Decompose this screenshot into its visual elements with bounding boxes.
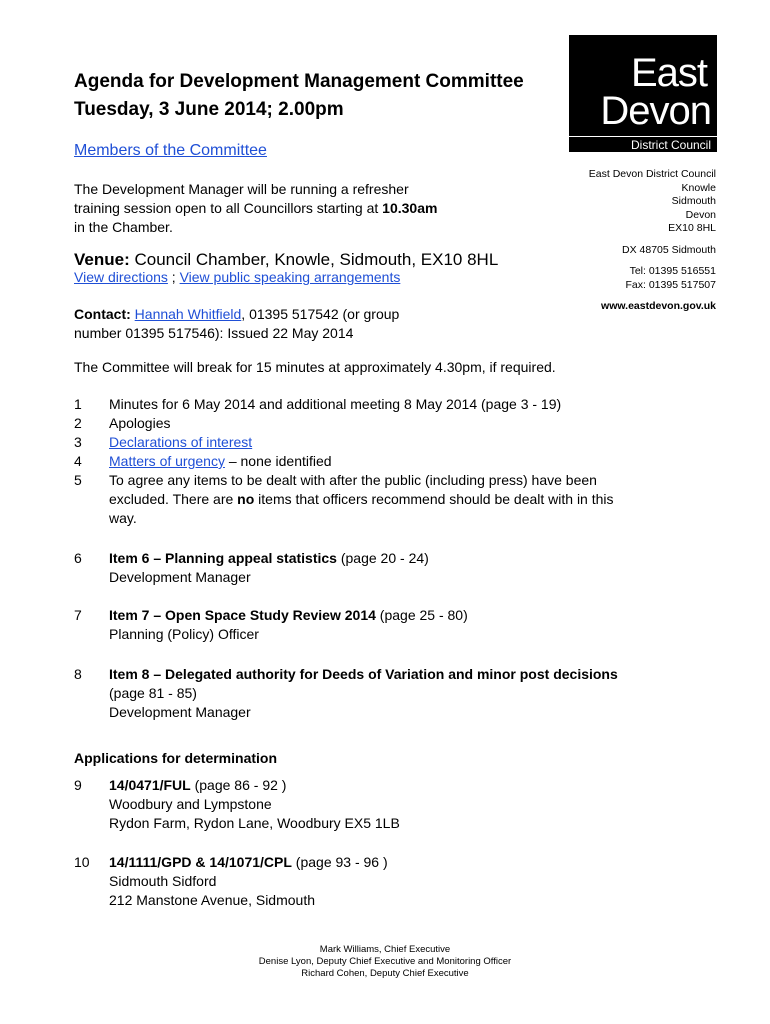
agenda-item-5 (74, 471, 694, 531)
link-separator: ; (167, 269, 180, 285)
address-line: Devon (685, 208, 716, 221)
contact-name-link[interactable]: Hannah Whitfield (134, 306, 242, 322)
contact-line-1 (74, 305, 514, 324)
footer-line-3: Richard Cohen, Deputy Chief Executive (301, 968, 469, 979)
address-line: Sidmouth (671, 195, 716, 207)
item-number: 7 (74, 607, 82, 623)
address-web: www.eastdevon.gov.uk (601, 300, 716, 312)
item-officer: Development Manager (109, 704, 251, 720)
members-link[interactable]: Members of the Committee (74, 142, 267, 159)
item-pages: (page 81 - 85) (109, 685, 197, 701)
item-number: 3 (74, 434, 82, 450)
intro-line-2 (74, 199, 514, 218)
intro-time: 10.30am (382, 200, 438, 216)
item-emphasis: no (237, 491, 255, 507)
application-address: Rydon Farm, Rydon Lane, Woodbury EX5 1LB (109, 815, 400, 831)
footer-line-2: Denise Lyon, Deputy Chief Executive and Monitoring Officer (258, 956, 512, 967)
item-pages: (page 86 - 92 ) (190, 777, 287, 793)
application-ward: Sidmouth Sidford (109, 873, 217, 889)
item-number: 9 (74, 777, 82, 793)
item-text: excluded. There are (109, 491, 238, 507)
item-text: Apologies (109, 415, 171, 431)
item-title: Item 8 – Delegated authority for Deeds of Variation and minor post decisions (109, 666, 618, 682)
venue (74, 250, 498, 270)
item-officer: Development Manager (109, 569, 251, 585)
item-number: 6 (74, 550, 82, 566)
logo-divider (569, 136, 717, 137)
logo-line-2: Devon (600, 89, 711, 133)
item-text-line: To agree any items to be dealt with after the public (including press) have been (109, 472, 597, 488)
intro-text: training session open to all Councillors starting at (74, 200, 383, 216)
break-note: The Committee will break for 15 minutes at approximately 4.30pm, if required. (74, 359, 556, 375)
contact-line-2: number 01395 517546): Issued 22 May 2014 (74, 325, 354, 341)
contact-label: Contact: (74, 306, 131, 322)
item-text-line: way. (109, 510, 137, 526)
venue-links (74, 268, 400, 287)
item-pages: (page 93 - 96 ) (291, 854, 388, 870)
item-text: Minutes for 6 May 2014 and additional meeting 8 May 2014 (page 3 - 19) (109, 396, 562, 412)
address-tel: Tel: 01395 516551 (629, 265, 716, 277)
address-line: EX10 8HL (668, 222, 716, 234)
public-speaking-link[interactable]: View public speaking arrangements (179, 269, 401, 285)
council-address (589, 168, 716, 314)
logo-line-3: District Council (630, 138, 711, 152)
intro-line-3: in the Chamber. (74, 219, 173, 235)
title-line-1: Agenda for Development Management Committee (74, 71, 524, 92)
item-number: 8 (74, 666, 82, 682)
item-text: items that officers recommend should be dealt with in this (254, 491, 614, 507)
item-number: 2 (74, 415, 82, 431)
address-fax: Fax: 01395 517507 (625, 278, 716, 291)
item-pages: (page 20 - 24) (336, 550, 429, 566)
item-title: Item 7 – Open Space Study Review 2014 (109, 607, 376, 623)
application-ward: Woodbury and Lympstone (109, 796, 272, 812)
east-devon-logo (569, 35, 717, 152)
item-number: 10 (74, 854, 90, 870)
matters-of-urgency-link[interactable]: Matters of urgency (109, 453, 225, 469)
page-title (74, 68, 524, 124)
item-text-line (109, 490, 694, 509)
venue-text: Council Chamber, Knowle, Sidmouth, EX10 8HL (129, 250, 499, 269)
intro-paragraph (74, 180, 514, 237)
application-ref: 14/0471/FUL (109, 777, 191, 793)
footer (0, 944, 770, 980)
address-line: East Devon District Council (588, 168, 716, 180)
contact (74, 305, 514, 343)
title-line-2: Tuesday, 3 June 2014; 2.00pm (74, 99, 344, 120)
applications-heading: Applications for determination (74, 750, 278, 766)
footer-line-1: Mark Williams, Chief Executive (319, 944, 451, 955)
item-number: 5 (74, 472, 82, 488)
logo-line-1: East (630, 51, 707, 95)
venue-label: Venue: (74, 250, 130, 269)
item-title: Item 6 – Planning appeal statistics (109, 550, 337, 566)
view-directions-link[interactable]: View directions (74, 269, 168, 285)
application-ref: 14/1111/GPD & 14/1071/CPL (109, 854, 292, 870)
address-line: Knowle (681, 181, 716, 194)
address-dx: DX 48705 Sidmouth (622, 243, 716, 256)
item-text: – none identified (224, 453, 332, 469)
contact-phone: , 01395 517542 (or group (241, 306, 400, 322)
declarations-of-interest-link[interactable]: Declarations of interest (109, 434, 253, 450)
intro-line-1: The Development Manager will be running a refresher (74, 181, 409, 197)
application-address: 212 Manstone Avenue, Sidmouth (109, 892, 316, 908)
item-number: 1 (74, 396, 82, 412)
item-pages: (page 25 - 80) (375, 607, 468, 623)
item-number: 4 (74, 453, 82, 469)
item-officer: Planning (Policy) Officer (109, 626, 259, 642)
